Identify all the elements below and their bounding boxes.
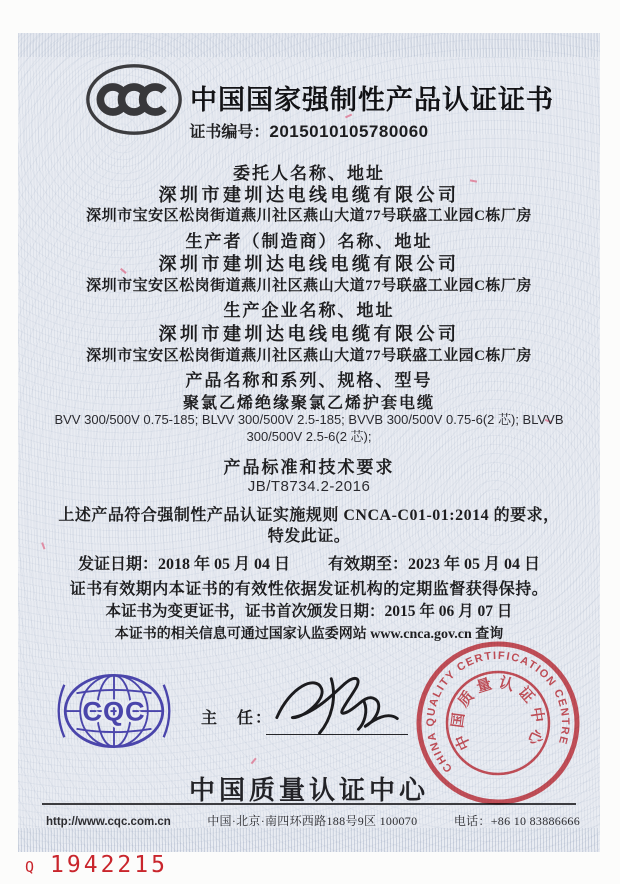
factory-name: 深圳市建圳达电线电缆有限公司 xyxy=(158,324,460,344)
note-query: 本证书的相关信息可通过国家认监委网站 www.cnca.gov.cn 查询 xyxy=(114,627,504,642)
serial-prefix: Q xyxy=(25,858,35,876)
footer xyxy=(46,812,580,829)
applicant-heading: 委托人名称、地址 xyxy=(233,164,385,183)
note-change: 本证书为变更证书，证书首次颁发日期：2015 年 06 月 07 日 xyxy=(105,603,513,620)
expiry-date-value: 2023 年 05 月 04 日 xyxy=(408,556,541,573)
certificate-paper xyxy=(18,33,600,852)
cqc-globe-icon xyxy=(56,666,172,756)
security-fiber xyxy=(251,758,257,764)
expiry-date-label: 有效期至： xyxy=(328,556,409,573)
cqc-logo-text: CQC xyxy=(82,695,146,727)
certificate-number xyxy=(18,119,600,142)
footer-phone: 电话：+86 10 83886666 xyxy=(453,814,580,828)
official-seal-stamp xyxy=(414,639,582,807)
director-signature-scribble xyxy=(264,669,414,737)
standard-heading: 产品标准和技术要求 xyxy=(223,458,395,477)
certificate-title: 中国国家强制性产品认证证书 xyxy=(190,85,554,115)
certificate-number-value: 2015010105780060 xyxy=(269,122,429,141)
manufacturer-name: 深圳市建圳达电线电缆有限公司 xyxy=(158,254,460,274)
issue-date-label: 发证日期： xyxy=(77,556,158,573)
certificate-number-label: 证书编号： xyxy=(189,124,270,141)
serial-number xyxy=(25,852,168,878)
footer-website: http://www.cqc.com.cn xyxy=(46,816,171,828)
conformity-statement-line1: 上述产品符合强制性产品认证实施规则 CNCA-C01-01:2014 的要求， xyxy=(58,507,560,524)
conformity-statement xyxy=(18,505,600,547)
issue-date-value: 2018 年 05 月 04 日 xyxy=(157,556,290,573)
manufacturer-address: 深圳市宝安区松岗街道燕川社区燕山大道77号联盛工业园C栋厂房 xyxy=(86,278,532,294)
standard-value: JB/T8734.2-2016 xyxy=(247,478,371,495)
footer-address: 中国·北京·南四环西路188号9区 100070 xyxy=(207,814,418,828)
director-label: 主 任： xyxy=(201,710,274,727)
seal-ring-text: CHINA QUALITY CERTIFICATION CENTRE xyxy=(424,649,572,775)
serial-digits: 1942215 xyxy=(50,852,168,878)
product-name: 聚氯乙烯绝缘聚氯乙烯护套电缆 xyxy=(182,395,435,412)
factory-address: 深圳市宝安区松岗街道燕川社区燕山大道77号联盛工业园C栋厂房 xyxy=(86,348,532,364)
product-heading: 产品名称和系列、规格、型号 xyxy=(185,371,433,390)
conformity-statement-line2: 特发此证。 xyxy=(267,528,351,545)
svg-text:CHINA QUALITY CERTIFICATION CE xyxy=(425,650,571,774)
factory-heading: 生产企业名称、地址 xyxy=(223,301,395,320)
note-validity: 证书有效期内本证书的有效性依据发证机构的定期监督获得保持。 xyxy=(69,581,549,598)
product-models: BVV 300/500V 0.75-185; BLVV 300/500V 2.5-185; BVVB 300/500V 0.75-6(2 芯); BLVVB 300/500V 2.5-6(2 芯); xyxy=(54,412,564,444)
applicant-name: 深圳市建圳达电线电缆有限公司 xyxy=(158,185,460,205)
applicant-address: 深圳市宝安区松岗街道燕川社区燕山大道77号联盛工业园C栋厂房 xyxy=(86,208,532,224)
manufacturer-heading: 生产者（制造商）名称、地址 xyxy=(185,232,433,251)
dates-row xyxy=(18,551,600,574)
seal-inner-text: 中国质量认证中心 xyxy=(450,675,546,753)
issuer-name: 中国质量认证中心 xyxy=(188,775,429,805)
